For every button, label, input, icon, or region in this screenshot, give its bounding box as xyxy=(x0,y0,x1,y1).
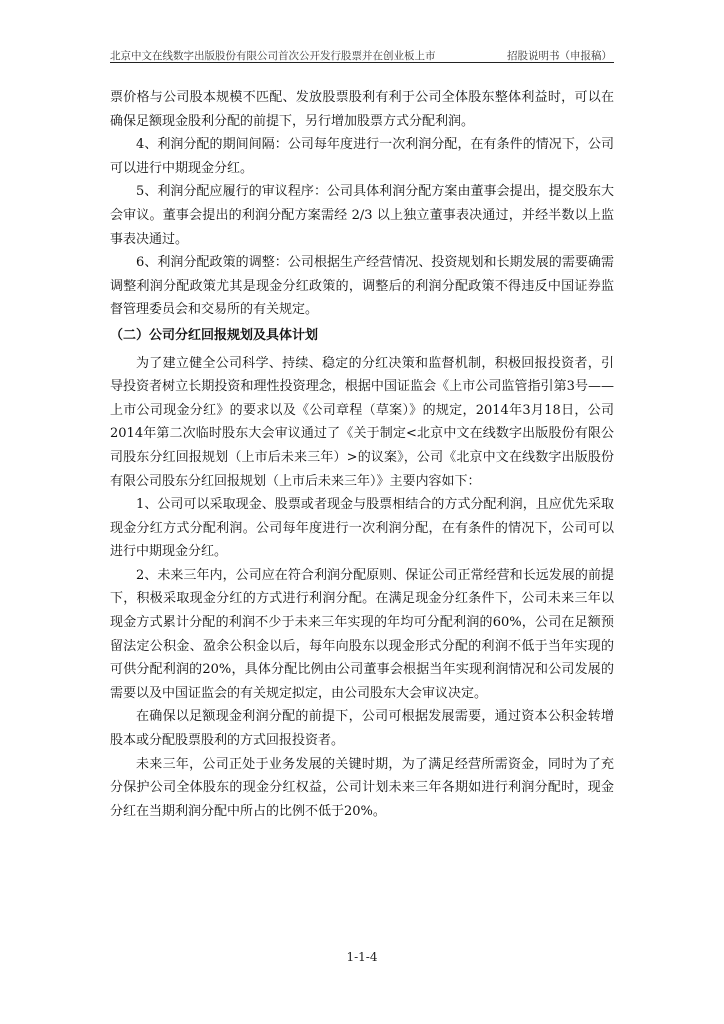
paragraph-future-three-years: 未来三年，公司正处于业务发展的关键时期，为了满足经营所需资金，同时为了充分保护公司全体股东的现金分红权益，公司计划未来三年各期如进行利润分配时，现金分红在当期利润分配中所占的比例不低于20%。 xyxy=(110,756,614,819)
header-document-type: 招股说明书（申报稿） xyxy=(507,50,612,62)
page-number: 1-1-4 xyxy=(346,950,378,964)
paragraph-item-6: 6、利润分配政策的调整：公司根据生产经营情况、投资规划和长期发展的需要确需调整利润分配政策尤其是现金分红政策的，调整后的利润分配政策不得违反中国证券监督管理委员会和交易所的有关规定。 xyxy=(110,255,614,318)
paragraph-item-4: 4、利润分配的期间间隔：公司每年度进行一次利润分配，在有条件的情况下，公司可以进行中期现金分红。 xyxy=(110,137,614,176)
page-header xyxy=(110,40,614,63)
paragraph-intro: 为了建立健全公司科学、持续、稳定的分红决策和监督机制，积极回报投资者，引导投资者树立长期投资和理性投资理念，根据中国证监会《上市公司监管指引第3号——上市公司现金分红》的要求以及《公司章程（草案）》的规定，2014年3月18日，公司2014年第二次临时股东大会审议通过了《关于制定<北京中文在线数字出版股份有限公司股东分红回报规划（上市后未来三年）>的议案》，公司《北京中文在线数字出版股份有限公司股东分红回报规划（上市后未来三年）》主要内容如下： xyxy=(110,355,614,489)
document-body xyxy=(110,86,614,823)
section-heading: （二）公司分红回报规划及具体计划 xyxy=(110,327,319,343)
paragraph-continued: 票价格与公司股本规模不匹配、发放股票股利有利于公司全体股东整体利益时，可以在确保足额现金股利分配的前提下，另行增加股票方式分配利润。 xyxy=(110,90,614,129)
paragraph-item-5: 5、利润分配应履行的审议程序：公司具体利润分配方案由董事会提出，提交股东大会审议。董事会提出的利润分配方案需经 2/3 以上独立董事表决通过，并经半数以上监事表决通过。 xyxy=(110,184,614,247)
paragraph-plan-item-2: 2、未来三年内，公司应在符合利润分配原则、保证公司正常经营和长远发展的前提下，积极采取现金分红的方式进行利润分配。在满足现金分红条件下，公司未来三年以现金方式累计分配的利润不少于未来三年实现的年均可分配利润的60%，公司在足额预留法定公积金、盈余公积金以后，每年向股东以现金形式分配的利润不低于当年实现的可供分配利润的20%，具体分配比例由公司董事会根据当年实现利润情况和公司发展的需要以及中国证监会的有关规定拟定，由公司股东大会审议决定。 xyxy=(110,567,614,701)
paragraph-stock-dividend: 在确保以足额现金利润分配的前提下，公司可根据发展需要，通过资本公积金转增股本或分配股票股利的方式回报投资者。 xyxy=(110,709,614,749)
header-company-title: 北京中文在线数字出版股份有限公司首次公开发行股票并在创业板上市 xyxy=(110,50,436,62)
paragraph-plan-item-1: 1、公司可以采取现金、股票或者现金与股票相结合的方式分配利润，且应优先采取现金分红方式分配利润。公司每年度进行一次利润分配，在有条件的情况下，公司可以进行中期现金分红。 xyxy=(110,497,614,560)
